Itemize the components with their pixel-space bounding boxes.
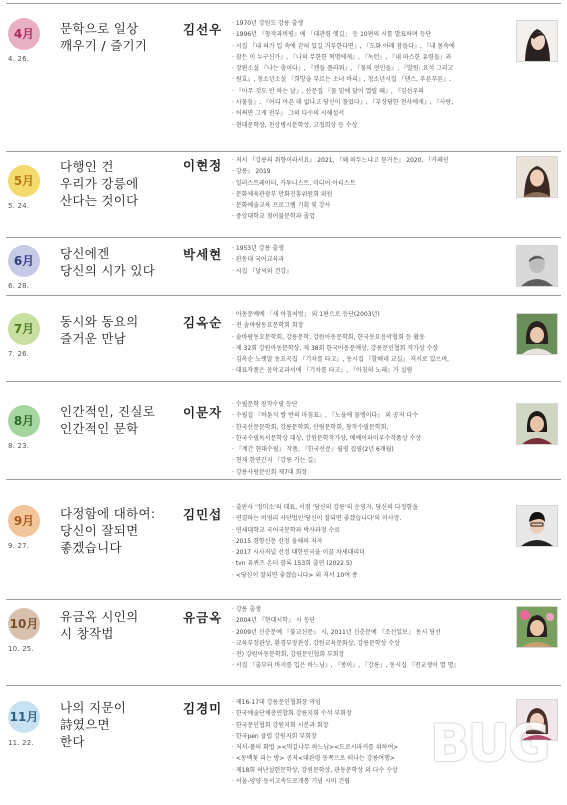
lecturer-photo xyxy=(516,245,558,287)
row-divider xyxy=(6,599,561,600)
lecturer-bio: · 저서 『강릉의 취향이라서요』 2021, 『왜 떠두느냐고 묻거든』 2020, 『카페인 · 강릉』 2019 · 일러스트레이터, 카투니스트, 미디어 아티스트 · 문화체육관광부 만화진흥위원회 위원 · 문화예술교육 프로그램 기획 및 강사 · 중앙대학교 첨어불문학과 졸업 xyxy=(232,155,507,223)
month-badge: 5月 xyxy=(8,165,40,197)
lecturer-name: 김민섭 xyxy=(183,507,223,522)
row-divider xyxy=(6,479,561,480)
lecturer-bio: · 제16-17대 강릉문인협회장 역임 · 한국예술단체총연합회 강릉지회 수석 부회장 · 한국문인협회 강원지회 시분과 회장 · 한국pen 클럽 강원지회 부회장 · 저서-풀의 화법 ><먹갈나무 하느님><도로시파커를 위하여> · <동백꽃 피는 방> 공저<대관령 동쪽으로 떠나는 강릉여행> · 제18회 허난설헌문학상, 강원문학상, 관동문학상 외 다수 수상 · 서울-양양 동서고속도로개통 기념 시비 건립 xyxy=(232,697,507,787)
month-badge: 8月 xyxy=(8,405,40,437)
watermark-text: BUG xyxy=(430,714,549,774)
lecturer-name: 유금옥 xyxy=(183,610,223,625)
lecture-date: 7. 26. xyxy=(8,350,30,358)
lecturer-name: 김경미 xyxy=(183,701,223,716)
lecture-title: 다정함에 대하여: 당신이 잘되면 좋겠습니다 xyxy=(60,506,156,555)
program-row-may xyxy=(0,151,567,237)
lecturer-bio: · 아동문예에 「새 아침처럼」 외 1편으로 등단(2003년) · 전 솔바람동요문학회 회장 · 솔바람동요문학회, 강릉문학, 강원아동문학회, 한국동요음악협회 등 활동 · 제 32회 강원아동문학상, 제 38회 한국아동문예상, 강릉문인협회 작가상 수상 · 김옥순 노랫말 동요곡집 『기차를 타고』, 동시집 『할배네 교실』 저서로 있으며, · 대표작품은 음악교과서에 『기차를 타고』, 『아침의 노래』가 실림 xyxy=(232,309,507,377)
lecture-date: 9. 27. xyxy=(8,542,30,550)
lecture-title: 문학으로 일상 깨우기 / 즐기기 xyxy=(60,21,148,53)
lecturer-photo xyxy=(516,20,558,62)
month-badge: 6月 xyxy=(8,245,40,277)
month-badge: 7月 xyxy=(8,313,40,345)
lecture-date: 6. 28. xyxy=(8,282,30,290)
lecture-title: 인간적인, 진실로 인간적인 문학 xyxy=(60,404,156,436)
lecture-title: 당신에겐 당신의 시가 있다 xyxy=(60,246,156,278)
row-divider xyxy=(6,295,561,296)
lecturer-bio: · 1953년 강릉 출생 · 관동대 국어교육과 · 시집 『날씨와 건강』 xyxy=(232,243,507,277)
lecture-date: 11. 22. xyxy=(8,739,34,747)
lecturer-bio: · 출판사 '정미소'의 대표, 서점 '당신의 강릉'의 운영자, 당신의 다정함을 · 연결하는 비영리 사단법인'당신이 잘되면 좋겠습니다'의 이사장. · 연세대학교 국어국문학과 박사과정 수료 · 2015 경향신문 선정 올해의 저자 · 2017 시사저널 선정 대한민국을 이끌 차세대리더 · tvn 유퀴즈 온더 블록 153회 출연 (2022.5) · <당신이 잘되면 좋겠습니다> 외 저서 10여 종 xyxy=(232,502,507,581)
lecturer-name: 이현정 xyxy=(183,158,223,173)
month-badge: 4月 xyxy=(8,18,40,50)
lecture-date: 5. 24. xyxy=(8,202,30,210)
lecturer-name: 박세현 xyxy=(183,247,223,262)
lecture-title: 다행인 건 우리가 강릉에 산다는 것이다 xyxy=(60,159,139,208)
lecturer-name: 이문자 xyxy=(183,405,223,420)
lecturer-photo xyxy=(516,505,558,547)
month-badge: 11月 xyxy=(8,701,40,733)
lecturer-photo xyxy=(516,313,558,355)
month-badge: 10月 xyxy=(8,608,40,640)
lecture-title: 동시와 동요의 즐거운 만남 xyxy=(60,314,139,346)
lecture-title: 유금옥 시인의 시 창작법 xyxy=(60,609,139,641)
lecturer-name: 김옥순 xyxy=(183,315,223,330)
lecture-date: 10. 25. xyxy=(8,645,34,653)
program-row-apr xyxy=(0,4,567,151)
month-badge: 9月 xyxy=(8,505,40,537)
program-row-sep xyxy=(0,479,567,599)
lecture-date: 8. 23. xyxy=(8,442,30,450)
row-divider xyxy=(6,3,561,4)
lecturer-photo xyxy=(516,606,558,648)
program-row-oct xyxy=(0,599,567,685)
lecture-title: 나의 지문이 詩였으면 한다 xyxy=(60,700,127,749)
bug-watermark-logo xyxy=(428,712,554,786)
row-divider xyxy=(6,381,561,382)
program-row-jun xyxy=(0,237,567,295)
row-divider xyxy=(6,237,561,238)
lecture-date: 4. 26. xyxy=(8,55,30,63)
lecturer-photo xyxy=(516,156,558,198)
lecturer-bio: · 수필문학 창작수필 등단 · 수필집 『바툰식 쌀 반의 마침표』, 『노을에 물앵이다』 외 공저 다수 · 한국산문문학회, 강릉문학회, 산림문학회, 창작수필문학회, · 한국수필독서문학상 대상, 강원문학작가상, 예예이파이우수작품상 수상 · 『계간 현대수필』 작품, 『한국산문』월평 집필(2년 6개월) · 현재 한연간지 『강릉 가는 길』 · 강릉사랑문인회 제7대 회장 xyxy=(232,399,507,478)
program-row-aug xyxy=(0,381,567,479)
lecturer-bio: · 1970년 강원도 강릉 출생 · 1996년 『창작과비평』에 「대관령 옛길」 등 10편의 시를 발표하며 등단 · 시집 『내 혀가 입 속에 갇혀 있길 거부한다면』, 『도화 아래 잠들다』, 『내 몸속에 · 잠든 이 누구신가』, 『나의 무한한 혁명에게』, 『녹턴』, 『내 따스한 유령들』과 · 장편소설 『나는 춤이다』, 『캔들 플라워』, 『물의 연인들』, 『발원: 요석 그리고 · 원효』, 청소년소설 『희망을 부르는 소녀 바리』, 청소년시집 『댄스, 푸른푸른』, · 『아무 것도 안 하는 날』, 산문집 『물 밑에 달이 열릴 때』, 『김선우의 · 사물들』, 『어디 아픈 데 없냐고 당신이 물었다』, 『부상당한 천사에게』, 『사랑, · 어쩌면 그게 전부』 그의 다수의 시해설서 · 현대문학상, 천상병시문학상, 고정희상 등 수상 xyxy=(232,18,507,131)
row-divider xyxy=(6,151,561,152)
lecturer-photo xyxy=(516,403,558,445)
row-divider xyxy=(6,685,561,686)
lecturer-name: 김선우 xyxy=(183,22,223,37)
program-row-jul xyxy=(0,295,567,381)
lecturer-bio: · 강릉 출생 · 2004년 『현대시학』 시 등단 · 2009년 신춘문예 『불교신문』 시, 2011년 신춘문예 『조선일보』 동시 당선 · 교육부장관상, 환경부장관상, 강원교육문화상, 강릉문학상 수상 · 전) 강원아동문학회, 강원문인협회 부회장 · 시집 『출부터 바지를 입은 하느님』, 『종이』, 『강릉』, 동시집 『전교생이 열 명』 xyxy=(232,604,507,672)
